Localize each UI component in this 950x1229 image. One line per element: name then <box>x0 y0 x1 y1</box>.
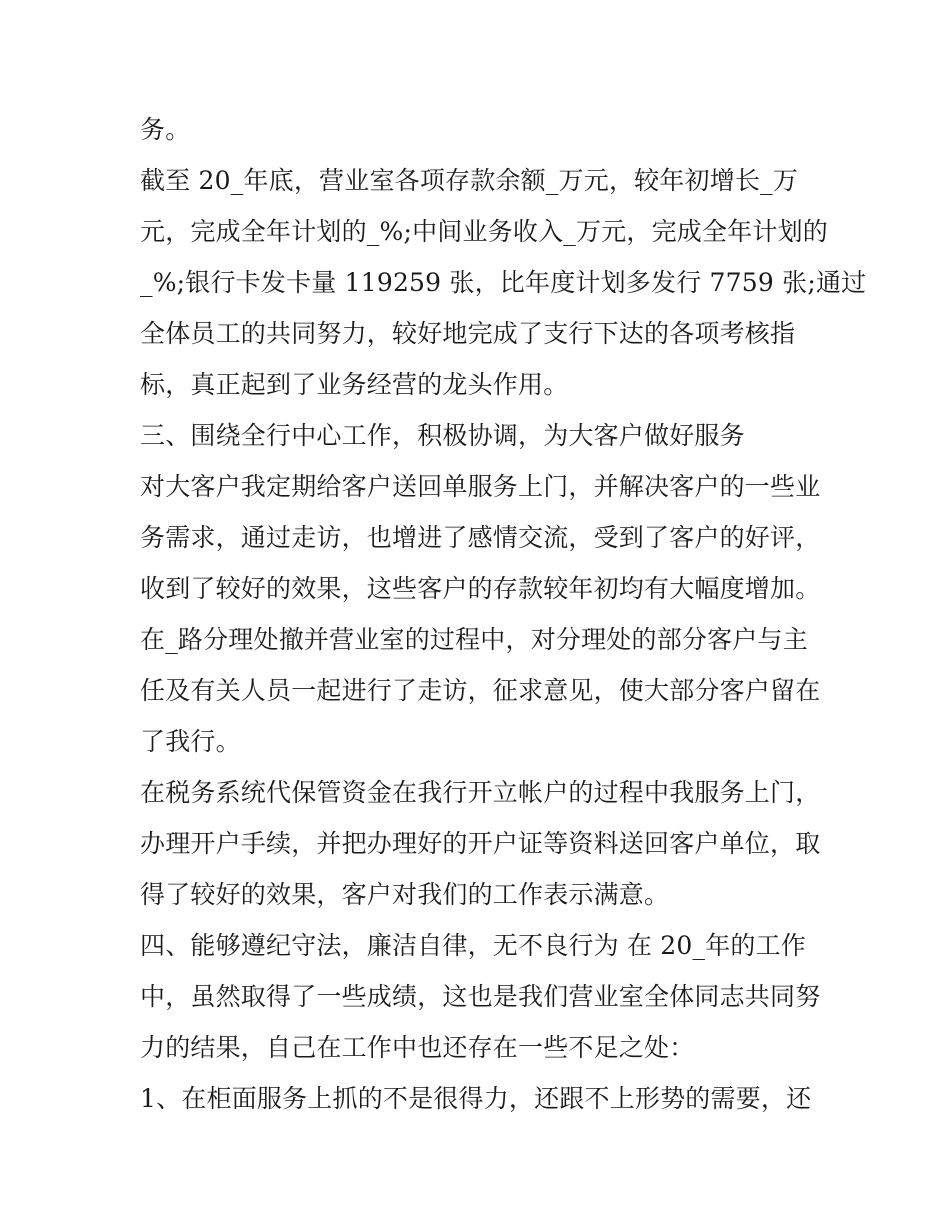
section-heading: 四、能够遵纪守法，廉洁自律，无不良行为 在 20_年的工作 <box>140 931 807 960</box>
text-line: 对大客户我定期给客户送回单服务上门，并解决客户的一些业 <box>140 472 821 501</box>
text-line: 元，完成全年计划的_%;中间业务收入_万元，完成全年计划的 <box>140 217 828 246</box>
text-line: 务需求，通过走访，也增进了感情交流，受到了客户的好评， <box>140 523 821 552</box>
section-heading: 三、围绕全行中心工作，积极协调，为大客户做好服务 <box>140 421 745 450</box>
text-line: 力的结果，自己在工作中也还存在一些不足之处： <box>140 1033 695 1062</box>
text-line: 任及有关人员一起进行了走访，征求意见，使大部分客户留在 <box>140 676 821 705</box>
text-line: 中，虽然取得了一些成绩，这也是我们营业室全体同志共同努 <box>140 982 821 1011</box>
document-body <box>140 104 867 1124</box>
list-item: 1、在柜面服务上抓的不是很得力，还跟不上形势的需要，还 <box>140 1084 812 1113</box>
text-line: 务。 <box>140 115 191 144</box>
text-line: _%;银行卡发卡量 119259 张，比年度计划多发行 7759 张;通过 <box>140 268 867 297</box>
text-line: 在税务系统代保管资金在我行开立帐户的过程中我服务上门， <box>140 778 821 807</box>
text-line: 收到了较好的效果，这些客户的存款较年初均有大幅度增加。 <box>140 574 821 603</box>
text-line: 全体员工的共同努力，较好地完成了支行下达的各项考核指 <box>140 319 796 348</box>
text-line: 得了较好的效果，客户对我们的工作表示满意。 <box>140 880 670 909</box>
text-line: 了我行。 <box>140 727 241 756</box>
text-line: 办理开户手续，并把办理好的开户证等资料送回客户单位，取 <box>140 829 821 858</box>
text-line: 在_路分理处撤并营业室的过程中，对分理处的部分客户与主 <box>140 625 808 654</box>
text-line: 截至 20_年底，营业室各项存款余额_万元，较年初增长_万 <box>140 166 799 195</box>
text-line: 标，真正起到了业务经营的龙头作用。 <box>140 370 569 399</box>
